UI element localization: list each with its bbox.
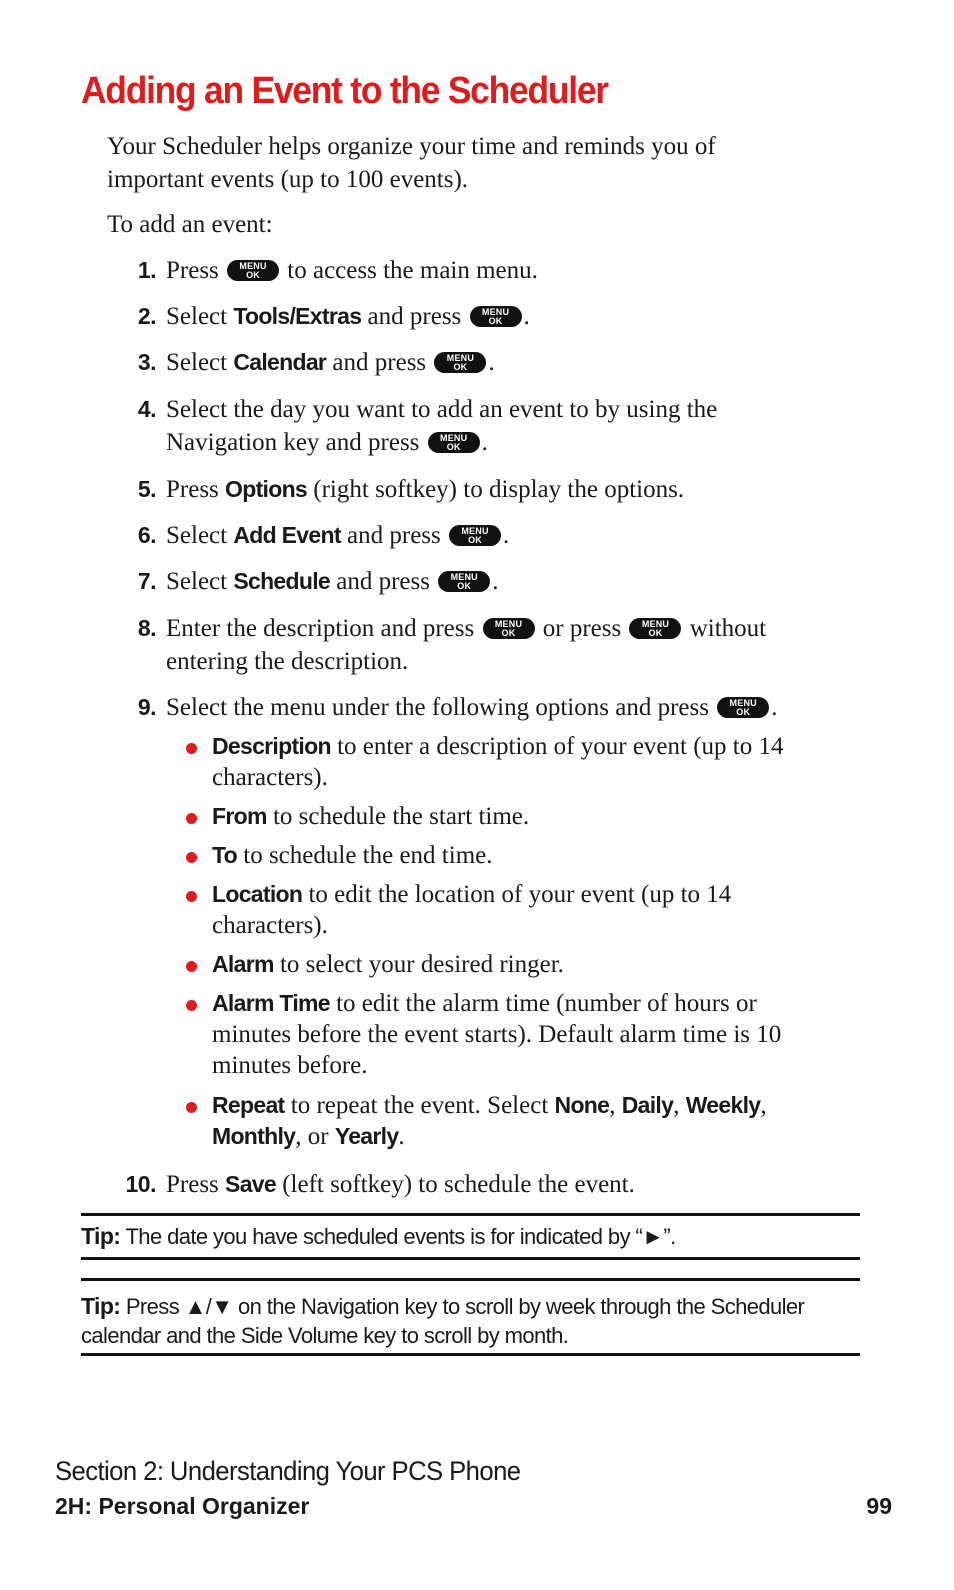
- option-text: Alarm Time to edit the alarm time (number of hours or minutes before the event starts). Default alarm time is 10 minutes before.: [212, 990, 782, 1079]
- footer-chapter: 2H: Personal Organizer: [55, 1493, 310, 1519]
- step-text: Press Options (right softkey) to display the options.: [166, 476, 685, 503]
- softkey-name: Options: [225, 476, 308, 502]
- option-text: Location to edit the location of your event (up to 14 characters).: [212, 881, 732, 939]
- softkey-name: Save: [225, 1171, 276, 1197]
- step-number: 2.: [137, 303, 156, 329]
- bullet-icon: [186, 961, 197, 972]
- footer-section: Section 2: Understanding Your PCS Phone: [55, 1456, 521, 1486]
- tip-box-2: [81, 1278, 860, 1356]
- step-text: Select Schedule and press MENU OK .: [166, 568, 499, 595]
- step-number: 3.: [137, 349, 156, 375]
- bullet-icon: [186, 813, 197, 824]
- step-number: 7.: [137, 568, 156, 594]
- repeat-monthly: Monthly: [212, 1123, 296, 1149]
- menu-ok-key-icon: MENU OK: [428, 432, 480, 453]
- menu-name: Schedule: [233, 568, 330, 594]
- menu-name: Add Event: [233, 522, 341, 548]
- option-name: Alarm: [212, 951, 274, 977]
- option-text: Description to enter a description of your event (up to 14 characters).: [212, 733, 784, 791]
- option-text: Repeat to repeat the event. Select None, Daily, Weekly, Monthly, or Yearly.: [212, 1092, 767, 1150]
- repeat-daily: Daily: [621, 1092, 674, 1118]
- option-text: Alarm to select your desired ringer.: [212, 951, 564, 978]
- option-name: Description: [212, 733, 331, 759]
- tip-label: Tip:: [81, 1223, 121, 1249]
- bullet-icon: [186, 1000, 197, 1011]
- repeat-yearly: Yearly: [334, 1123, 399, 1149]
- step-number: 10.: [125, 1171, 156, 1197]
- bullet-icon: [186, 852, 197, 863]
- step-text: Press Save (left softkey) to schedule the event.: [166, 1171, 635, 1198]
- bullet-icon: [186, 1102, 197, 1113]
- option-name: To: [212, 842, 237, 868]
- repeat-weekly: Weekly: [685, 1092, 761, 1118]
- step-number: 6.: [137, 522, 156, 548]
- option-text: To to schedule the end time.: [212, 842, 493, 869]
- tip-box-1: [81, 1213, 860, 1260]
- to-add-label: To add an event:: [107, 211, 273, 238]
- step-text: Select the day you want to add an event to by using the Navigation key and press MENU OK .: [166, 396, 718, 456]
- step-number: 5.: [137, 476, 156, 502]
- menu-ok-key-icon: MENU OK: [483, 618, 535, 639]
- menu-ok-key-icon: MENU OK: [434, 352, 486, 373]
- option-name: Location: [212, 881, 303, 907]
- bullet-icon: [186, 743, 197, 754]
- step-text: Select the menu under the following options and press MENU OK .: [166, 694, 778, 721]
- menu-ok-key-icon: MENU OK: [449, 525, 501, 546]
- intro-paragraph: Your Scheduler helps organize your time and reminds you of important events (up to 100 events).: [107, 133, 716, 193]
- tip-text: Tip: The date you have scheduled events is for indicated by “►”.: [81, 1223, 676, 1249]
- tip-label: Tip:: [81, 1293, 121, 1319]
- page-number: 99: [866, 1493, 892, 1519]
- step-number: 9.: [137, 694, 156, 720]
- option-name: From: [212, 803, 267, 829]
- tip-text: Tip: Press ▲/▼ on the Navigation key to scroll by week through the Scheduler calendar and the Side Volume key to scroll by month.: [81, 1293, 805, 1348]
- menu-ok-key-icon: MENU OK: [470, 306, 522, 327]
- menu-name: Tools/Extras: [233, 303, 362, 329]
- repeat-none: None: [554, 1092, 610, 1118]
- step-number: 1.: [137, 257, 156, 283]
- step-text: Select Tools/Extras and press MENU OK .: [166, 303, 530, 330]
- menu-ok-key-icon: MENU OK: [438, 571, 490, 592]
- option-name: Alarm Time: [212, 990, 330, 1016]
- step-text: Select Calendar and press MENU OK .: [166, 349, 495, 376]
- step-text: Select Add Event and press MENU OK .: [166, 522, 510, 549]
- menu-ok-key-icon: MENU OK: [227, 260, 279, 281]
- step-text: Enter the description and press MENU OK or press MENU OK without entering the description.: [166, 615, 767, 675]
- bullet-icon: [186, 891, 197, 902]
- menu-ok-key-icon: MENU OK: [717, 697, 769, 718]
- step-text: Press MENU OK to access the main menu.: [166, 257, 538, 284]
- page-title: Adding an Event to the Scheduler: [81, 70, 608, 112]
- menu-name: Calendar: [233, 349, 327, 375]
- step-number: 4.: [137, 396, 156, 422]
- menu-ok-key-icon: MENU OK: [629, 618, 681, 639]
- option-text: From to schedule the start time.: [212, 803, 530, 830]
- option-name: Repeat: [212, 1092, 285, 1118]
- step-number: 8.: [137, 615, 156, 641]
